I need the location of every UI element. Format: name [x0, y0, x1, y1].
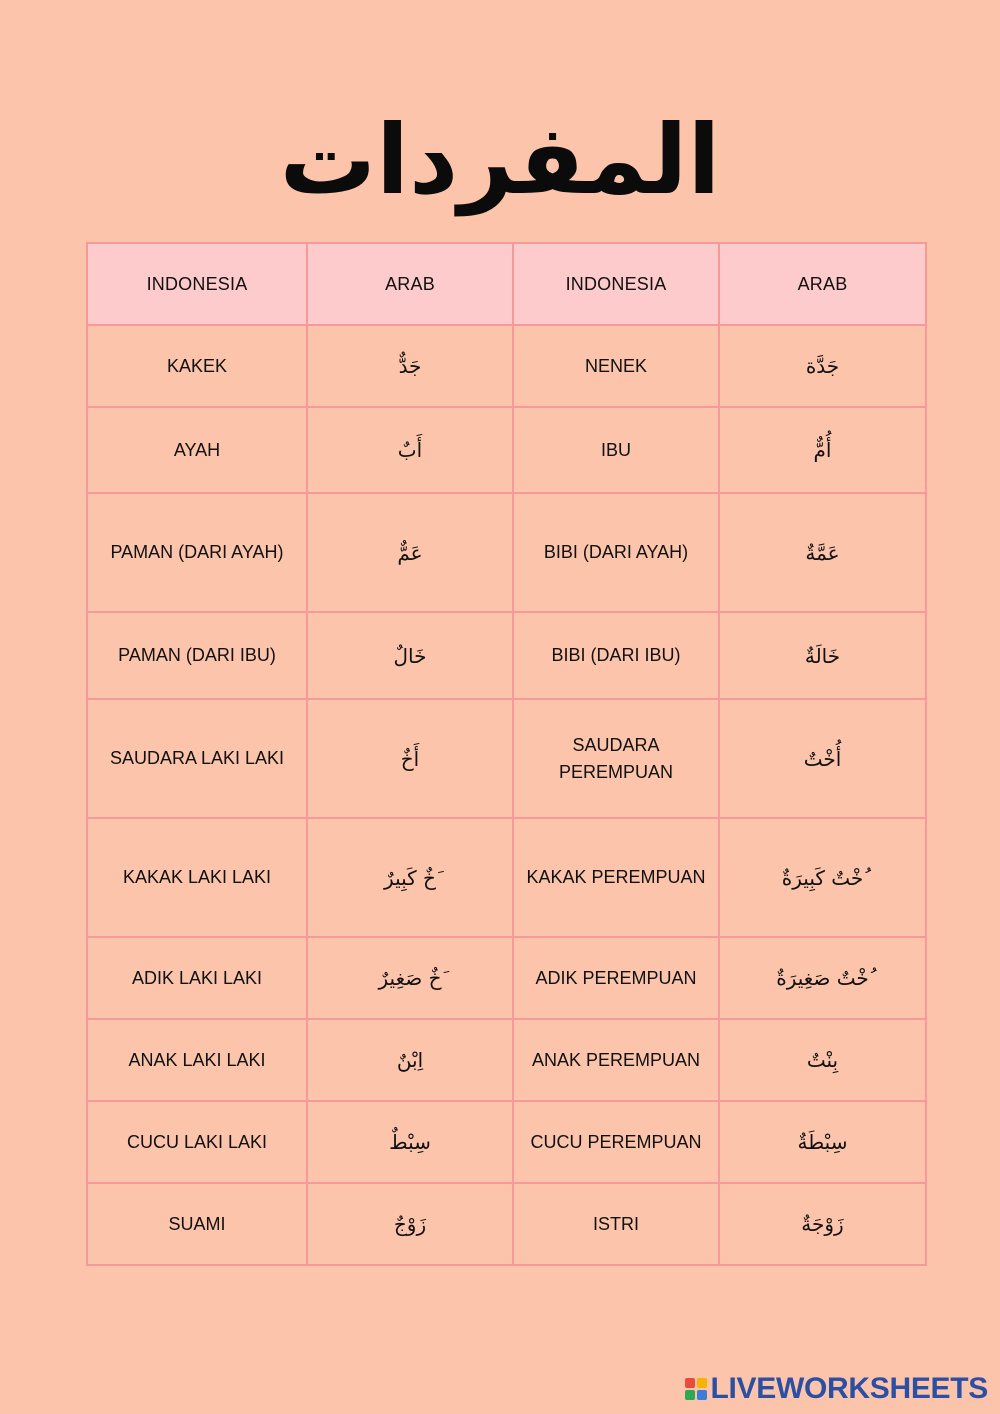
- arabic-word: عَمٌّ: [307, 493, 513, 612]
- indonesian-word: CUCU LAKI LAKI: [87, 1101, 307, 1183]
- table-row: [87, 937, 926, 1019]
- indonesian-word: BIBI (DARI IBU): [513, 612, 719, 699]
- arabic-word: جَدَّة: [719, 325, 926, 407]
- arabic-word: خَالٌ: [307, 612, 513, 699]
- table-row: [87, 493, 926, 612]
- indonesian-word: CUCU PEREMPUAN: [513, 1101, 719, 1183]
- indonesian-word: BIBI (DARI AYAH): [513, 493, 719, 612]
- logo-square-red: [685, 1378, 695, 1388]
- table-row: [87, 407, 926, 493]
- indonesian-word: KAKEK: [87, 325, 307, 407]
- header-arab: ARAB: [307, 243, 513, 325]
- logo-square-yellow: [697, 1378, 707, 1388]
- arabic-word: زَوْجٌ: [307, 1183, 513, 1265]
- header-arab: ARAB: [719, 243, 926, 325]
- header-indonesia: INDONESIA: [87, 243, 307, 325]
- table-row: [87, 325, 926, 407]
- indonesian-word: ANAK LAKI LAKI: [87, 1019, 307, 1101]
- arabic-word: َخٌ كَبِيرٌ: [307, 818, 513, 937]
- arabic-word: اِبْنٌ: [307, 1019, 513, 1101]
- table-row: [87, 1019, 926, 1101]
- arabic-word: عَمَّةٌ: [719, 493, 926, 612]
- page-title: المفردات: [279, 104, 721, 216]
- indonesian-word: KAKAK PEREMPUAN: [513, 818, 719, 937]
- arabic-word: أَخٌ: [307, 699, 513, 818]
- indonesian-word: ANAK PEREMPUAN: [513, 1019, 719, 1101]
- indonesian-word: PAMAN (DARI IBU): [87, 612, 307, 699]
- indonesian-word: PAMAN (DARI AYAH): [87, 493, 307, 612]
- indonesian-word: NENEK: [513, 325, 719, 407]
- indonesian-word: AYAH: [87, 407, 307, 493]
- arabic-word: جَدٌّ: [307, 325, 513, 407]
- liveworksheets-logo-icon: [685, 1378, 707, 1400]
- arabic-word: أَبٌ: [307, 407, 513, 493]
- logo-square-green: [685, 1390, 695, 1400]
- arabic-word: َخٌ صَغِيرٌ: [307, 937, 513, 1019]
- indonesian-word: ADIK PEREMPUAN: [513, 937, 719, 1019]
- table-row: [87, 818, 926, 937]
- arabic-word: سِبْطٌ: [307, 1101, 513, 1183]
- indonesian-word: ADIK LAKI LAKI: [87, 937, 307, 1019]
- table-header-row: [87, 243, 926, 325]
- table-row: [87, 1101, 926, 1183]
- table-row: [87, 1183, 926, 1265]
- liveworksheets-brand-text: LIVEWORKSHEETS: [710, 1372, 988, 1405]
- arabic-word: خَالَةٌ: [719, 612, 926, 699]
- arabic-word: سِبْطَةٌ: [719, 1101, 926, 1183]
- table-row: [87, 699, 926, 818]
- table-row: [87, 612, 926, 699]
- arabic-word: زَوْجَةٌ: [719, 1183, 926, 1265]
- arabic-word: ُخْتٌ كَبِيرَةٌ: [719, 818, 926, 937]
- logo-square-blue: [697, 1390, 707, 1400]
- arabic-word: بِنْتٌ: [719, 1019, 926, 1101]
- indonesian-word: SAUDARA PEREMPUAN: [513, 699, 719, 818]
- arabic-word: أُمٌّ: [719, 407, 926, 493]
- indonesian-word: ISTRI: [513, 1183, 719, 1265]
- indonesian-word: KAKAK LAKI LAKI: [87, 818, 307, 937]
- indonesian-word: SUAMI: [87, 1183, 307, 1265]
- header-indonesia: INDONESIA: [513, 243, 719, 325]
- vocabulary-table: [86, 242, 927, 1266]
- indonesian-word: IBU: [513, 407, 719, 493]
- indonesian-word: SAUDARA LAKI LAKI: [87, 699, 307, 818]
- arabic-word: أُخْتٌ: [719, 699, 926, 818]
- arabic-word: ُخْتٌ صَغِيرَةٌ: [719, 937, 926, 1019]
- liveworksheets-watermark[interactable]: [685, 1372, 989, 1406]
